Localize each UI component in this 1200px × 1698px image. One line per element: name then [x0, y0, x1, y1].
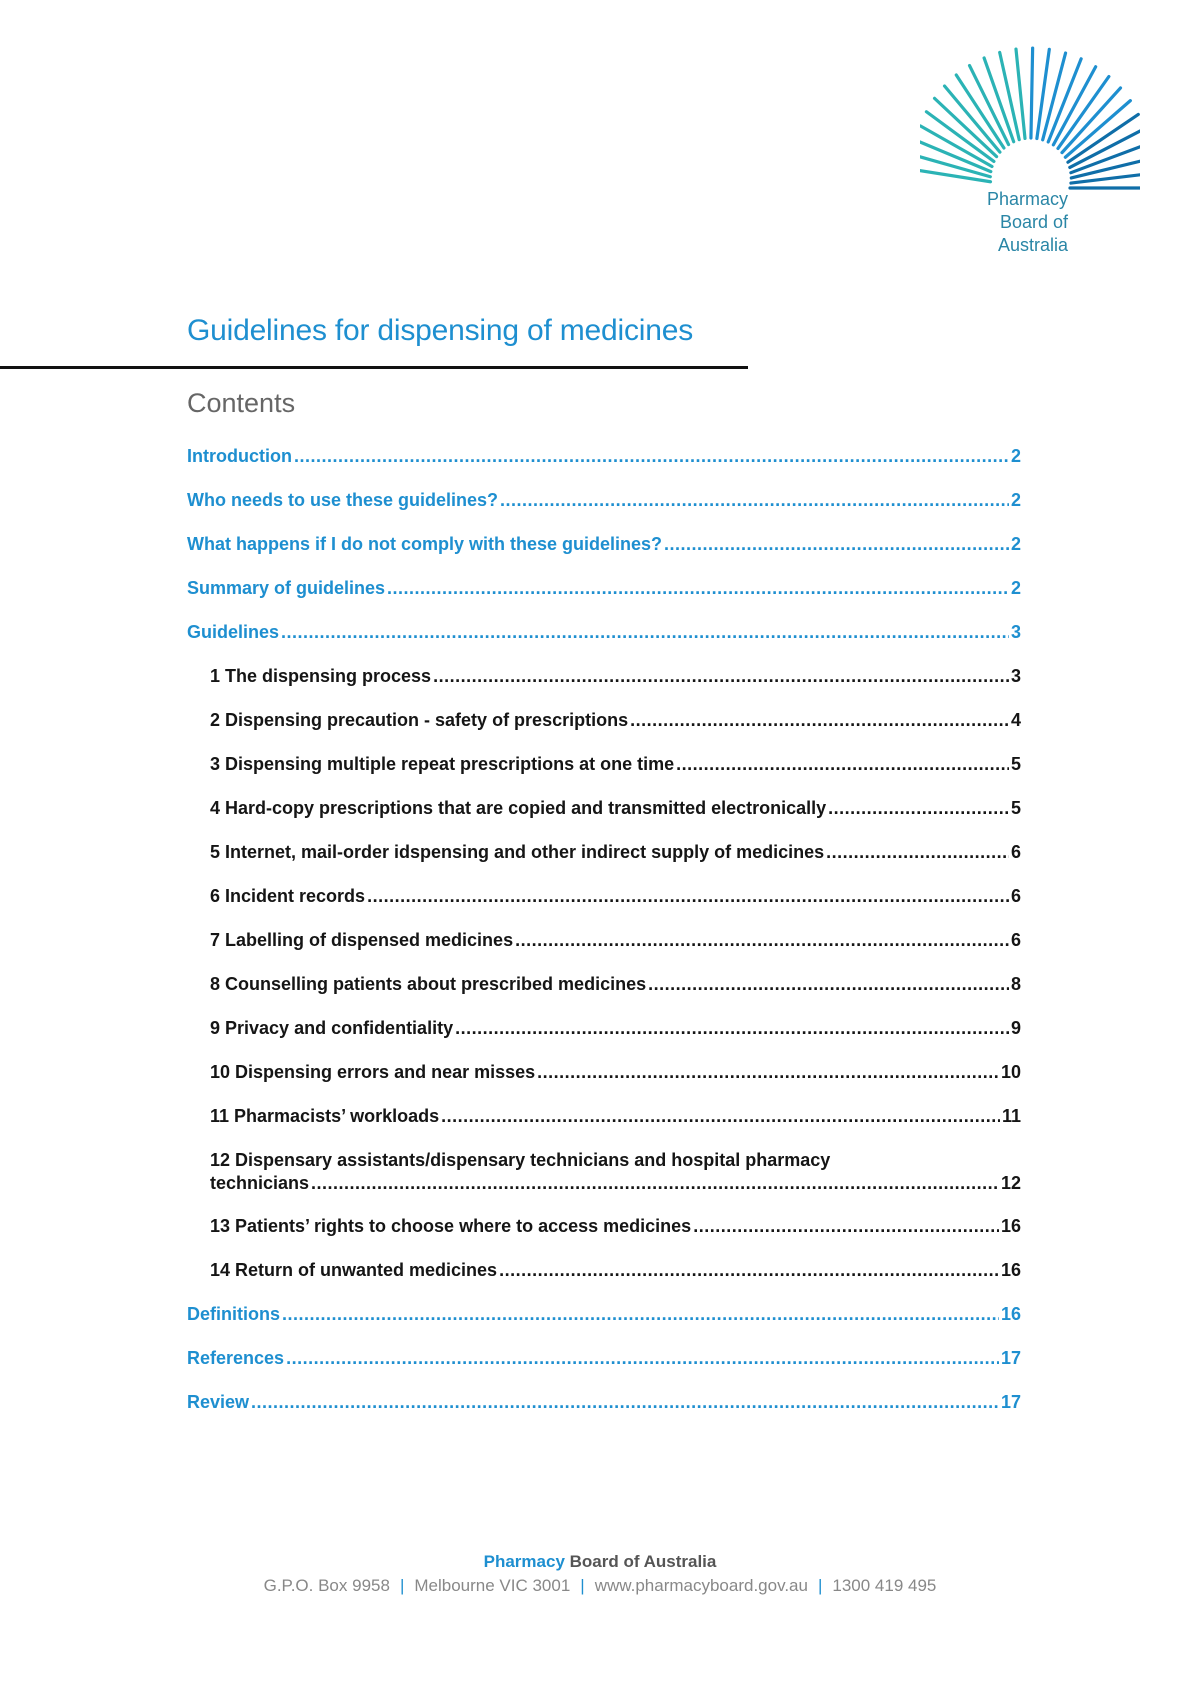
toc-entry-label: Definitions [187, 1304, 280, 1324]
toc-dot-leader [282, 1304, 999, 1325]
toc-entry[interactable] [187, 1392, 1021, 1420]
toc-dot-leader [693, 1216, 999, 1237]
toc-dot-leader [311, 1173, 999, 1194]
toc-page-number: 3 [1010, 622, 1021, 642]
logo-ray [1031, 48, 1033, 138]
footer-organisation [0, 1552, 1200, 1572]
toc-dot-leader [664, 534, 1009, 555]
toc-entry-label: Guidelines [187, 622, 280, 642]
toc-entry-label: 4 Hard-copy prescriptions that are copied and transmitted electronically [210, 798, 827, 818]
toc-entry[interactable] [187, 666, 1021, 694]
toc-entry[interactable] [187, 1348, 1021, 1376]
toc-entry-label: What happens if I do not comply with these guidelines? [187, 534, 663, 554]
logo-ray [1062, 88, 1121, 153]
toc-page-number: 6 [1010, 842, 1021, 862]
toc-entry-line [210, 1173, 1021, 1194]
footer-address: G.P.O. Box 9958 [263, 1576, 390, 1595]
toc-entry-label: 12 Dispensary assistants/dispensary technicians and hospital pharmacy [210, 1150, 831, 1170]
toc-page-number: 12 [1000, 1173, 1021, 1193]
toc-page-number: 11 [1001, 1106, 1021, 1126]
toc-page-number: 3 [1010, 666, 1021, 686]
logo-text-line-3: Australia [997, 235, 1068, 255]
toc-entry-label: Who needs to use these guidelines? [187, 490, 499, 510]
toc-entry-label: 14 Return of unwanted medicines [210, 1260, 498, 1280]
toc-dot-leader [367, 886, 1009, 907]
toc-dot-leader [828, 798, 1009, 819]
toc-page-number: 16 [1000, 1260, 1021, 1280]
toc-entry-label: Introduction [187, 446, 292, 466]
toc-entry[interactable] [187, 886, 1021, 914]
logo-text-line-2: Board of [999, 212, 1068, 232]
toc-entry-label: 2 Dispensing precaution - safety of prescriptions [210, 710, 629, 730]
pharmacy-board-logo [920, 38, 1140, 268]
toc-entry-label: 9 Privacy and confidentiality [210, 1018, 454, 1038]
toc-entry[interactable] [187, 930, 1021, 958]
toc-entry[interactable] [187, 798, 1021, 826]
toc-entry[interactable] [187, 1304, 1021, 1332]
toc-dot-leader [281, 622, 1009, 643]
toc-entry[interactable] [187, 1150, 1021, 1200]
toc-entry[interactable] [187, 578, 1021, 606]
toc-entry[interactable] [187, 622, 1021, 650]
toc-dot-leader [286, 1348, 999, 1369]
toc-page-number: 5 [1010, 798, 1021, 818]
footer-org-rest: Board of Australia [564, 1552, 717, 1571]
toc-page-number: 9 [1010, 1018, 1021, 1038]
contents-heading: Contents [187, 388, 296, 418]
page-footer [0, 1552, 1200, 1596]
logo-ray [935, 98, 997, 156]
toc-entry[interactable] [187, 534, 1021, 562]
toc-dot-leader [515, 930, 1009, 951]
footer-separator: | [580, 1576, 585, 1595]
toc-entry-label: 11 Pharmacists’ workloads [210, 1106, 440, 1126]
logo-wordmark [987, 188, 1068, 257]
toc-entry-label: 5 Internet, mail-order idspensing and other indirect supply of medicines [210, 842, 825, 862]
toc-dot-leader [294, 446, 1009, 467]
toc-dot-leader [433, 666, 1009, 687]
toc-page-number: 16 [1000, 1304, 1021, 1324]
toc-page-number: 4 [1010, 710, 1021, 730]
toc-entry-label: 6 Incident records [210, 886, 366, 906]
toc-dot-leader [441, 1106, 1000, 1127]
toc-entry-label: Summary of guidelines [187, 578, 386, 598]
toc-entry-label: Review [187, 1392, 250, 1412]
toc-dot-leader [648, 974, 1009, 995]
toc-page-number: 8 [1010, 974, 1021, 994]
toc-page-number: 17 [1000, 1348, 1021, 1368]
toc-entry[interactable] [187, 490, 1021, 518]
toc-entry-label-continued: technicians [210, 1173, 310, 1193]
toc-entry-label: 13 Patients’ rights to choose where to access medicines [210, 1216, 692, 1236]
toc-dot-leader [630, 710, 1009, 731]
footer-separator: | [399, 1576, 405, 1595]
toc-dot-leader [676, 754, 1009, 775]
toc-dot-leader [500, 490, 1009, 511]
toc-entry[interactable] [187, 1260, 1021, 1288]
toc-entry[interactable] [187, 710, 1021, 738]
logo-ray [920, 170, 990, 182]
toc-entry-label: References [187, 1348, 285, 1368]
title-divider [0, 366, 748, 369]
toc-page-number: 10 [1000, 1062, 1021, 1082]
toc-entry[interactable] [187, 1018, 1021, 1046]
footer-city: Melbourne VIC 3001 [414, 1576, 571, 1595]
footer-separator: | [817, 1576, 823, 1595]
toc-page-number: 2 [1010, 534, 1021, 554]
logo-ray [1065, 101, 1130, 158]
toc-entry[interactable] [187, 974, 1021, 1002]
logo-ray [945, 86, 1000, 152]
table-of-contents [187, 446, 1021, 1436]
toc-entry[interactable] [187, 1106, 1021, 1134]
toc-page-number: 6 [1010, 886, 1021, 906]
toc-dot-leader [387, 578, 1009, 599]
toc-entry[interactable] [187, 1216, 1021, 1244]
toc-entry-label: 7 Labelling of dispensed medicines [210, 930, 514, 950]
toc-dot-leader [537, 1062, 999, 1083]
toc-entry[interactable] [187, 1062, 1021, 1090]
footer-phone: 1300 419 495 [832, 1576, 937, 1595]
toc-page-number: 2 [1010, 490, 1021, 510]
toc-entry[interactable] [187, 754, 1021, 782]
footer-contact-line [0, 1576, 1200, 1596]
toc-page-number: 2 [1010, 446, 1021, 466]
toc-entry-label: 3 Dispensing multiple repeat prescriptions at one time [210, 754, 675, 774]
footer-org-accent: Pharmacy [483, 1552, 565, 1571]
toc-page-number: 2 [1010, 578, 1021, 598]
logo-text-line-1: Pharmacy [986, 189, 1068, 209]
toc-dot-leader [826, 842, 1009, 863]
toc-dot-leader [499, 1260, 999, 1281]
footer-website-link[interactable]: www.pharmacyboard.gov.au [594, 1576, 808, 1595]
toc-entry-label: 10 Dispensing errors and near misses [210, 1062, 536, 1082]
toc-entry-label: 8 Counselling patients about prescribed medicines [210, 974, 647, 994]
toc-dot-leader [251, 1392, 999, 1413]
toc-page-number: 6 [1010, 930, 1021, 950]
toc-dot-leader [455, 1018, 1009, 1039]
toc-entry-label: 1 The dispensing process [210, 666, 432, 686]
document-title: Guidelines for dispensing of medicines [187, 314, 694, 347]
toc-page-number: 5 [1010, 754, 1021, 774]
toc-page-number: 16 [1000, 1216, 1021, 1236]
toc-page-number: 17 [1000, 1392, 1021, 1412]
toc-entry[interactable] [187, 446, 1021, 474]
toc-entry[interactable] [187, 842, 1021, 870]
